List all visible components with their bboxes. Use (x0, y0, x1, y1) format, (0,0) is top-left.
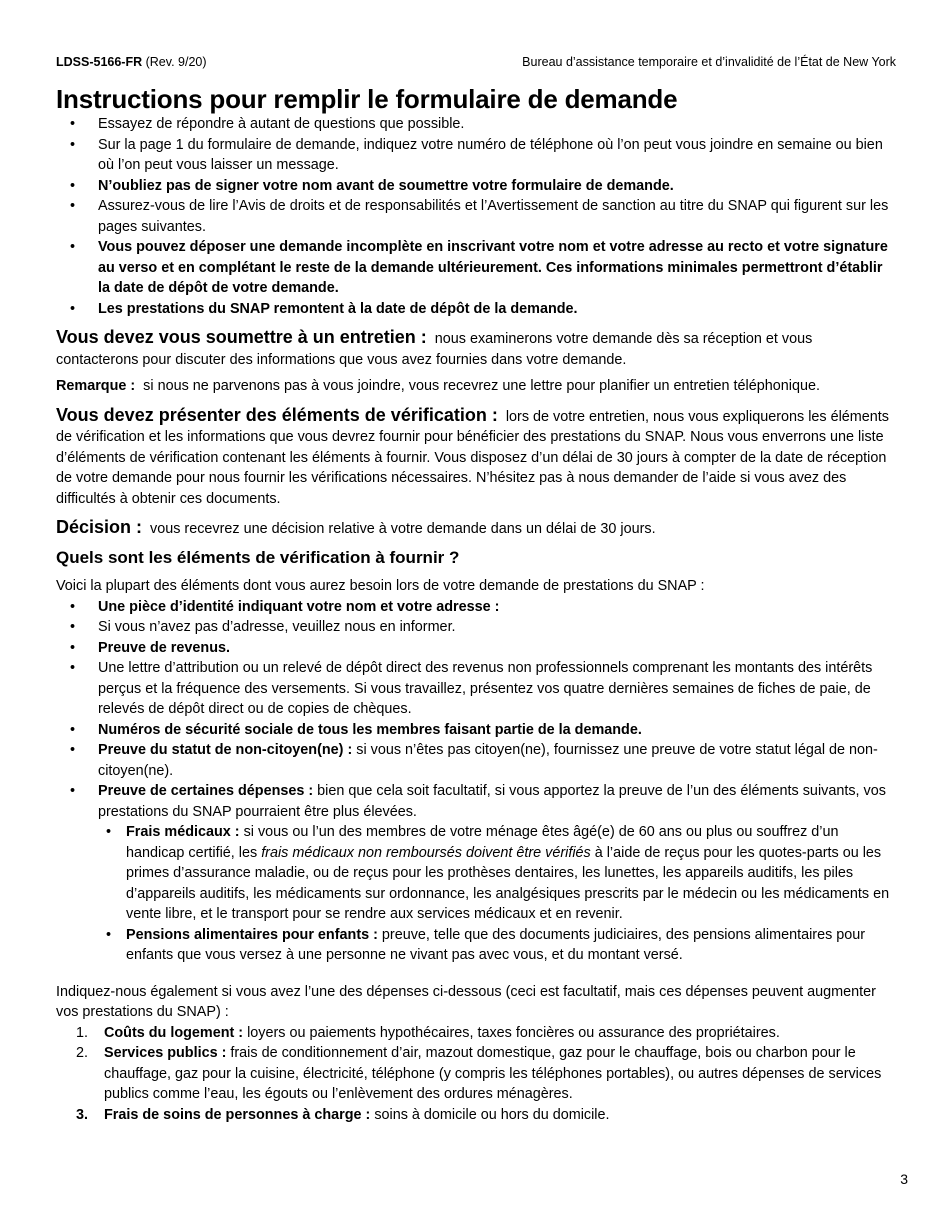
instruction-item: • Essayez de répondre à autant de questions que possible. (56, 114, 896, 135)
medical-expenses-item (98, 822, 896, 925)
instruction-item: • Les prestations du SNAP remontent à la date de dépôt de la demande. (56, 299, 896, 320)
other-expense-item (56, 1105, 896, 1126)
remark-label: Remarque : (56, 378, 136, 394)
remark-section (56, 376, 896, 397)
item-id: • Une pièce d’identité indiquant votre nom et votre adresse : (56, 597, 896, 618)
other-expenses-list (56, 1023, 896, 1126)
instruction-item: • N’oubliez pas de signer votre nom avant de soumettre votre formulaire de demande. (56, 176, 896, 197)
item-status-label: Preuve du statut de non-citoyen(ne) : (98, 742, 353, 758)
verification-section (56, 405, 896, 510)
item-number: 1. (76, 1024, 89, 1041)
item-number: 2. (76, 1045, 89, 1061)
item-label: Services publics : (104, 1045, 227, 1061)
item-text: soins à domicile ou hors du domicile. (370, 1106, 610, 1123)
item-noncitizen-status (56, 740, 896, 781)
item-no-address: • Si vous n’avez pas d’adresse, veuillez nous en informer. (56, 617, 896, 638)
instruction-item: • Assurez-vous de lire l’Avis de droits et de responsabilités et l’Avertissement de sanction au titre du SNAP qui figurent sur les pages suivantes. (56, 196, 896, 237)
form-identifier (56, 54, 207, 70)
instructions-list (56, 114, 896, 319)
item-expenses-label: Preuve de certaines dépenses : (98, 783, 314, 799)
other-expenses-intro: Indiquez-nous également si vous avez l’une des dépenses ci-dessous (ceci est facultatif, mais ces dépenses peuvent augmenter vos prestations du SNAP) : (56, 983, 876, 1020)
form-revision: (Rev. 9/20) (142, 55, 207, 69)
remark-text: si nous ne parvenons pas à vous joindre, vous recevrez une lettre pour planifier un entretien téléphonique. (143, 378, 820, 394)
item-award-letter: • Une lettre d’attribution ou un relevé de dépôt direct des revenus non professionnels comprenant les montants des intérêts perçus et la fréquence des versements. Si vous travaillez, présentez vos quatre dernières semaines de fiches de paie, de relevés de dépôt direct ou de copies de chèques. (56, 658, 896, 720)
decision-text: vous recevrez une décision relative à votre demande dans un délai de 30 jours. (150, 521, 656, 537)
interview-section (56, 327, 896, 370)
verification-heading: Vous devez présenter des éléments de vérification : (56, 404, 498, 425)
instruction-item: • Sur la page 1 du formulaire de demande, indiquez votre numéro de téléphone où l’on peut vous joindre en semaine ou bien où l’on peut vous laisser un message. (56, 135, 896, 176)
item-label: Coûts du logement : (104, 1024, 244, 1041)
item-ssn: • Numéros de sécurité sociale de tous les membres faisant partie de la demande. (56, 720, 896, 741)
medical-text-italic: frais médicaux non remboursés doivent être vérifiés (261, 844, 591, 861)
medical-label: Frais médicaux : (126, 824, 240, 840)
item-status-text: si vous n’êtes pas citoyen(ne), fournissez une preuve de votre statut légal de non-citoyen(ne). (98, 742, 878, 779)
decision-section (56, 517, 896, 540)
interview-text: nous examinerons votre demande dès sa réception et vous contacterons pour discuter des informations que vous avez fournies dans votre demande. (56, 331, 813, 368)
expenses-sublist (98, 822, 896, 966)
what-to-provide-heading: Quels sont les éléments de vérification à fournir ? (56, 547, 460, 567)
medical-text-1: si vous ou l’un des membres de votre ménage êtes âgé(e) de 60 ans ou plus ou souffrez d’un handicap certifié, les (126, 824, 839, 861)
item-expenses-text: bien que cela soit facultatif, si vous apportez la preuve de l’un des éléments suivants, vos prestations du SNAP pourraient être plus élevées. (98, 783, 886, 820)
item-expenses (56, 781, 896, 966)
page-number: 3 (900, 1171, 908, 1187)
item-text: loyers ou paiements hypothécaires, taxes foncières ou assurance des propriétaires. (243, 1024, 780, 1041)
other-expense-item (56, 1023, 896, 1044)
page-header (56, 54, 896, 70)
page-title: Instructions pour remplir le formulaire de demande (56, 84, 678, 114)
verification-items-list (56, 597, 896, 966)
medical-text-2: à l’aide de reçus pour les quotes-parts ou les primes d’assurance maladie, ou de reçus pour les prothèses dentaires, les lunettes, les appareils auditifs, les piles d’appareils auditifs, les médicaments sur ordonnance, les analgésiques prescrits par le médecin ou les médicaments en vente libre, et le transport pour se rendre aux services médicaux et en revenir. (126, 844, 890, 922)
document-page (56, 54, 896, 1125)
item-income: • Preuve de revenus. (56, 638, 896, 659)
item-text: frais de conditionnement d’air, mazout domestique, gaz pour le chauffage, bois ou charbon pour le chauffage, gaz pour la cuisine, électricité, téléphone (y compris les téléphones portables), ou autres dépenses de services publics comme l’eau, les égouts ou l’enlèvement des ordures ménagères. (104, 1045, 882, 1102)
item-label: Frais de soins de personnes à charge : (104, 1106, 371, 1123)
agency-name: Bureau d’assistance temporaire et d’invalidité de l’État de New York (522, 55, 896, 69)
instruction-item: • Vous pouvez déposer une demande incomplète en inscrivant votre nom et votre adresse au recto et votre signature au verso et en complétant le reste de la demande ultérieurement. Ces informations minimales permettront d’établir la date de dépôt de votre demande. (56, 237, 896, 299)
other-expense-item (56, 1043, 896, 1105)
form-code: LDSS-5166-FR (56, 55, 143, 69)
child-support-item (98, 925, 896, 966)
verification-text: lors de votre entretien, nous vous expliquerons les éléments de vérification et les informations que vous devrez fournir pour bénéficier des prestations du SNAP. Nous vous enverrons une liste d’éléments de vérification contenant les éléments à fournir. Vous disposez d’un délai de 30 jours à compter de la date de réception de votre demande pour nous fournir les vérifications nécessaires. N’hésitez pas à nous demander de l’aide si vous avez des difficultés à obtenir ces documents. (56, 408, 889, 507)
child-support-text: preuve, telle que des documents judiciaires, des pensions alimentaires pour enfants que vous versez à une personne ne vivant pas avec vous, et du montant versé. (126, 926, 866, 963)
interview-heading: Vous devez vous soumettre à un entretien : (56, 327, 427, 347)
what-to-provide-intro: Voici la plupart des éléments dont vous aurez besoin lors de votre demande de prestations du SNAP : (56, 578, 705, 594)
item-number: 3. (76, 1106, 89, 1123)
decision-heading: Décision : (56, 517, 143, 537)
child-support-label: Pensions alimentaires pour enfants : (126, 926, 378, 943)
